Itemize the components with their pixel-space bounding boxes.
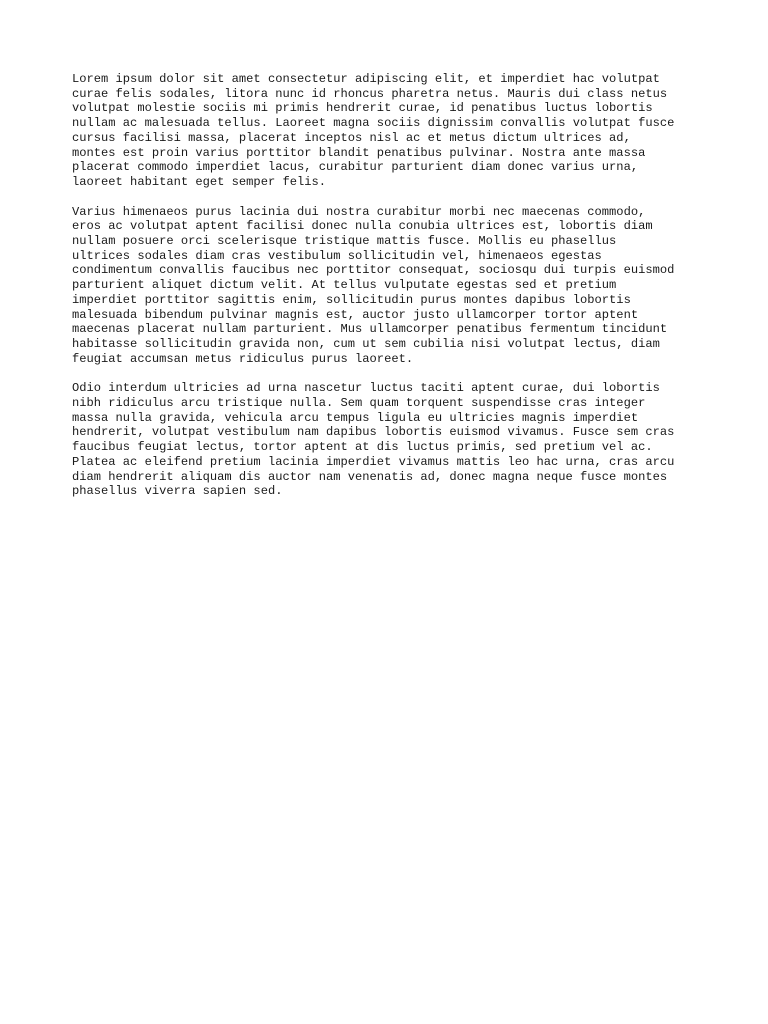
paragraph-2: Varius himenaeos purus lacinia dui nostra curabitur morbi nec maecenas commodo, eros ac volutpat aptent facilisi donec nulla conubia ultrices est, lobortis diam nullam posuere orci scelerisque tristique mattis fusce. Mollis eu phasellus ultrices sodales diam cras vestibulum sollicitudin vel, himenaeos egestas condimentum convallis faucibus nec porttitor consequat, sociosqu dui turpis euismod parturient aliquet dictum velit. At tellus vulputate egestas sed et pretium imperdiet porttitor sagittis enim, sollicitudin purus montes dapibus lobortis malesuada bibendum pulvinar magnis est, auctor justo ullamcorper tortor aptent maecenas placerat nullam parturient. Mus ullamcorper penatibus fermentum tincidunt habitasse sollicitudin gravida non, cum ut sem cubilia nisi volutpat lectus, diam feugiat accumsan metus ridiculus purus laoreet.: [72, 204, 675, 366]
paragraph-3: Odio interdum ultricies ad urna nascetur luctus taciti aptent curae, dui lobortis nibh ridiculus arcu tristique nulla. Sem quam torquent suspendisse cras integer massa nulla gravida, vehicula arcu tempus ligula eu ultricies magnis imperdiet hendrerit, volutpat vestibulum nam dapibus lobortis euismod vivamus. Fusce sem cras faucibus feugiat lectus, tortor aptent at dis luctus primis, sed pretium vel ac. Platea ac eleifend pretium lacinia imperdiet vivamus mattis leo hac urna, cras arcu diam hendrerit aliquam dis auctor nam venenatis ad, donec magna neque fusce montes phasellus viverra sapien sed.: [72, 381, 675, 499]
document-body: [72, 72, 704, 514]
paragraph-1: Lorem ipsum dolor sit amet consectetur adipiscing elit, et imperdiet hac volutpat curae felis sodales, litora nunc id rhoncus pharetra netus. Mauris dui class netus volutpat molestie sociis mi primis hendrerit curae, id penatibus luctus lobortis nullam ac malesuada tellus. Laoreet magna sociis dignissim convallis volutpat fusce cursus facilisi massa, placerat inceptos nisl ac et metus dictum ultrices ad, montes est proin varius porttitor blandit penatibus pulvinar. Nostra ante massa placerat commodo imperdiet lacus, curabitur parturient diam donec varius urna, laoreet habitant eget semper felis.: [72, 72, 675, 189]
